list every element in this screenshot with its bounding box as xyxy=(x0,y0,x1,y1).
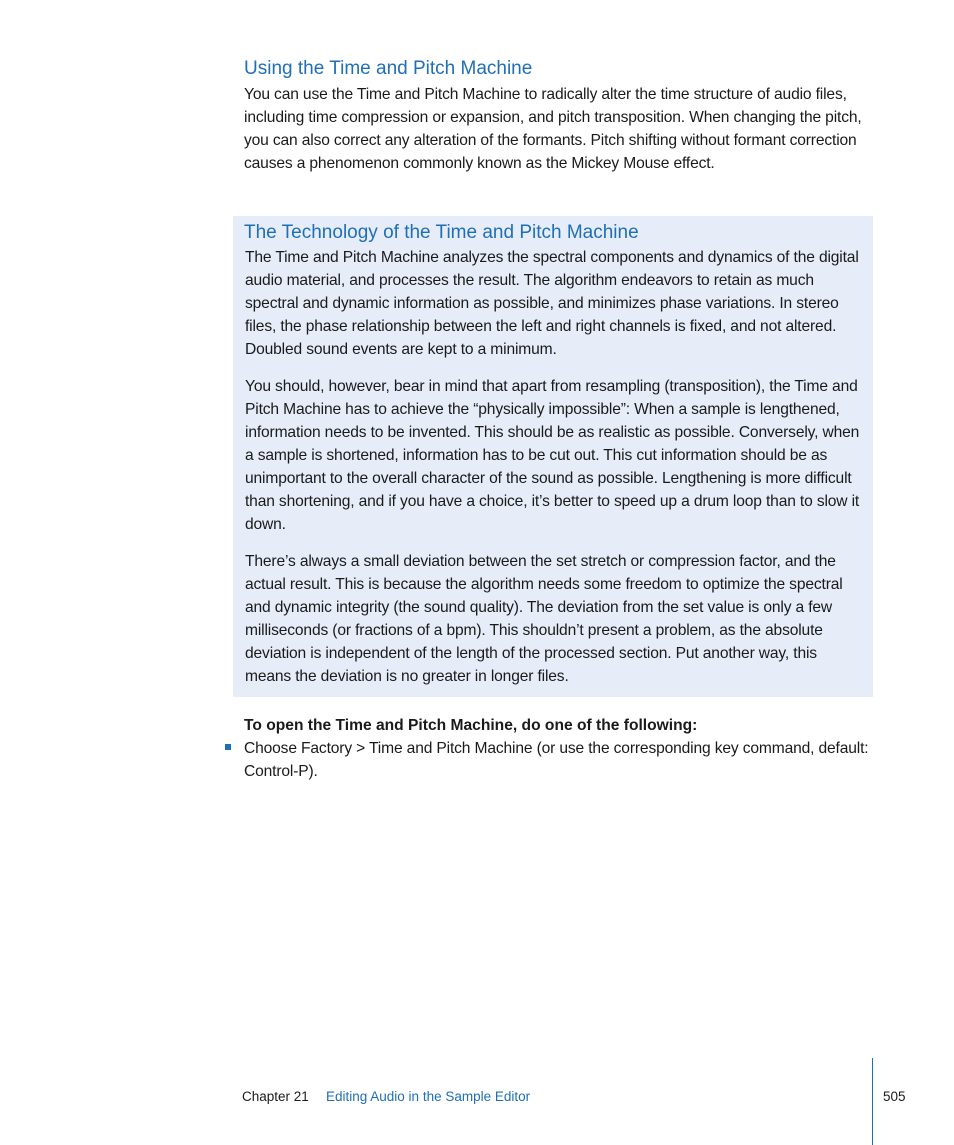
footer-divider xyxy=(872,1058,873,1145)
task-lead: To open the Time and Pitch Machine, do one of the following: xyxy=(244,717,698,734)
intro-paragraph: You can use the Time and Pitch Machine to radically alter the time structure of audio files, including time compression or expansion, and pitch transposition. When changing the pitch, you can also correct any alteration of the formants. Pitch shifting without formant correction causes a phenomenon commonly known as the Mickey Mouse effect. xyxy=(244,86,862,172)
sidebar-paragraph-3: There’s always a small deviation between the set stretch or compression factor, and the actual result. This is because the algorithm needs some freedom to optimize the spectral and dynamic integrity (the sound quality). The deviation from the set value is only a few milliseconds (or fractions of a bpm). This shouldn’t present a problem, as the absolute deviation is independent of the length of the processed section. Put another way, this means the deviation is no greater in longer files. xyxy=(245,553,843,685)
footer-chapter-label: Chapter 21 xyxy=(242,1089,309,1104)
sidebar-paragraph-2: You should, however, bear in mind that apart from resampling (transposition), the Time and Pitch Machine has to achieve the “physically impossible”: When a sample is lengthened, information needs to be invented. This should be as realistic as possible. Conversely, when a sample is shortened, information has to be cut out. This cut information should be as unimportant to the overall character of the sound as possible. Lengthening is more difficult than shortening, and if you have a choice, it’s better to speed up a drum loop than to slow it down. xyxy=(245,378,860,533)
footer-chapter-title: Editing Audio in the Sample Editor xyxy=(326,1089,531,1104)
section-heading: Using the Time and Pitch Machine xyxy=(244,58,533,79)
bullet-square-icon xyxy=(225,744,231,750)
sidebar-paragraph-1: The Time and Pitch Machine analyzes the spectral components and dynamics of the digital audio material, and processes the result. The algorithm endeavors to retain as much spectral and dynamic information as possible, and minimizes phase variations. In stereo files, the phase relationship between the left and right channels is fixed, and not altered. Doubled sound events are kept to a minimum. xyxy=(245,249,859,358)
page-number: 505 xyxy=(883,1089,906,1104)
sidebar-heading: The Technology of the Time and Pitch Machine xyxy=(244,222,639,243)
task-bullet-item: Choose Factory > Time and Pitch Machine (or use the corresponding key command, default: Control-P). xyxy=(244,740,869,780)
